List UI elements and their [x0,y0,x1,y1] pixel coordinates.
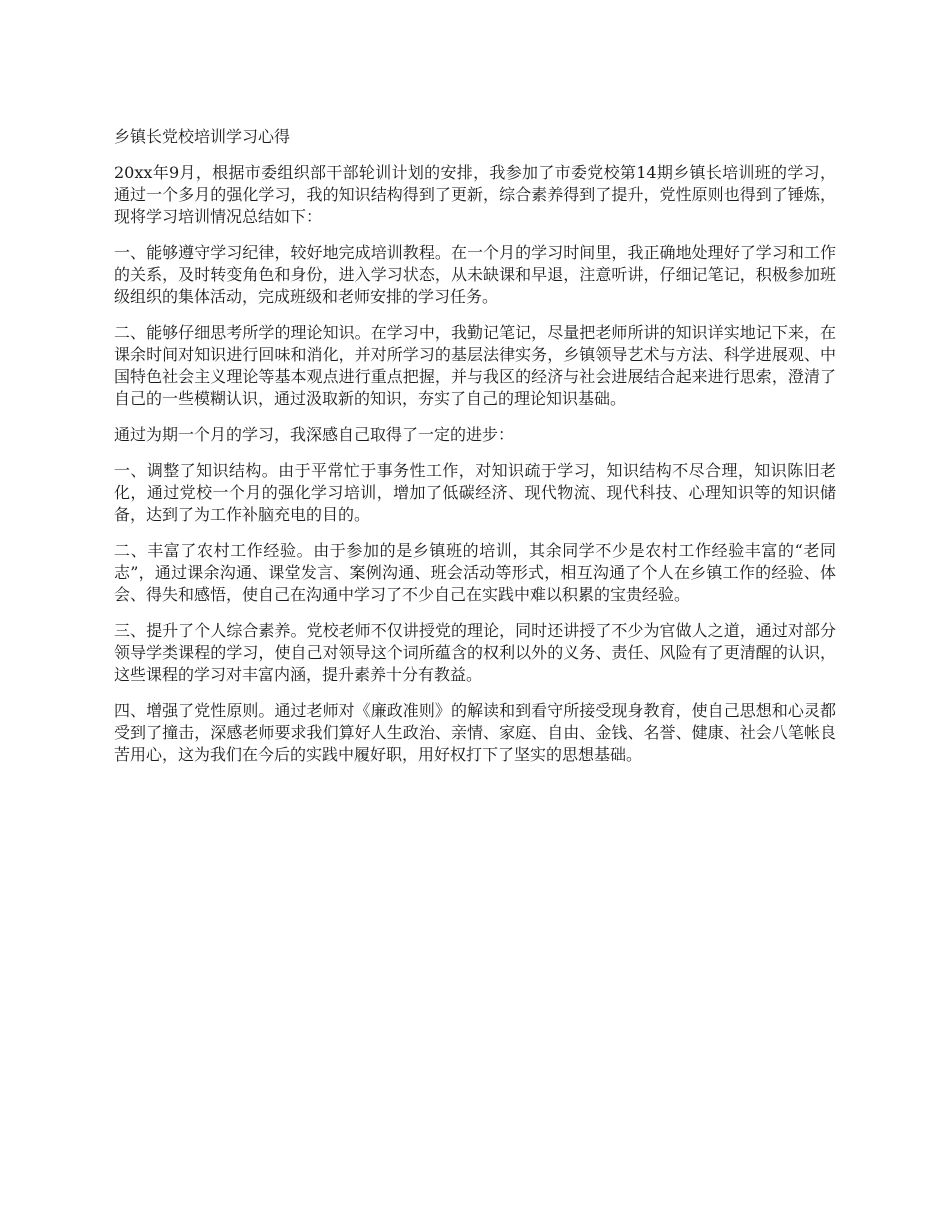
paragraph-discipline: 一、能够遵守学习纪律，较好地完成培训教程。在一个月的学习时间里，我正确地处理好了学习和工作的关系，及时转变角色和身份，进入学习状态，从未缺课和早退，注意听讲，仔细记笔记，积极参加班级组织的集体活动，完成班级和老师安排的学习任务。 [114,243,836,306]
paragraph-knowledge-structure: 一、调整了知识结构。由于平常忙于事务性工作，对知识疏于学习，知识结构不尽合理，知识陈旧老化，通过党校一个月的强化学习培训，增加了低碳经济、现代物流、现代科技、心理知识等的知识储备，达到了为工作补脑充电的目的。 [114,461,836,524]
document-title: 乡镇长党校培训学习心得 [114,127,291,146]
paragraph-party-principle: 四、增强了党性原则。通过老师对《廉政准则》的解读和到看守所接受现身教育，使自己思想和心灵都受到了撞击，深感老师要求我们算好人生政治、亲情、家庭、自由、金钱、名誉、健康、社会八笔帐良苦用心，这为我们在今后的实践中履好职，用好权打下了坚实的思想基础。 [114,701,836,764]
paragraph-personal-quality: 三、提升了个人综合素养。党校老师不仅讲授党的理论，同时还讲授了不少为官做人之道，通过对部分领导学类课程的学习，使自己对领导这个词所蕴含的权利以外的义务、责任、风险有了更清醒的认识，这些课程的学习对丰富内涵，提升素养十分有教益。 [114,621,836,684]
paragraph-progress-intro: 通过为期一个月的学习，我深感自己取得了一定的进步： [114,425,515,444]
paragraph-intro: 20xx年9月，根据市委组织部干部轮训计划的安排，我参加了市委党校第14期乡镇长培训班的学习，通过一个多月的强化学习，我的知识结构得到了更新，综合素养得到了提升，党性原则也得到了锤炼，现将学习培训情况总结如下： [114,163,836,226]
paragraph-theory: 二、能够仔细思考所学的理论知识。在学习中，我勤记笔记，尽量把老师所讲的知识详实地记下来，在课余时间对知识进行回味和消化，并对所学习的基层法律实务，乡镇领导艺术与方法、科学进展观、中国特色社会主义理论等基本观点进行重点把握，并与我区的经济与社会进展结合起来进行思索，澄清了自己的一些模糊认识，通过汲取新的知识，夯实了自己的理论知识基础。 [114,323,836,408]
paragraph-rural-experience: 二、丰富了农村工作经验。由于参加的是乡镇班的培训，其余同学不少是农村工作经验丰富的“老同志”，通过课余沟通、课堂发言、案例沟通、班会活动等形式，相互沟通了个人在乡镇工作的经验、体会、得失和感悟，使自己在沟通中学习了不少自己在实践中难以积累的宝贵经验。 [114,541,836,604]
